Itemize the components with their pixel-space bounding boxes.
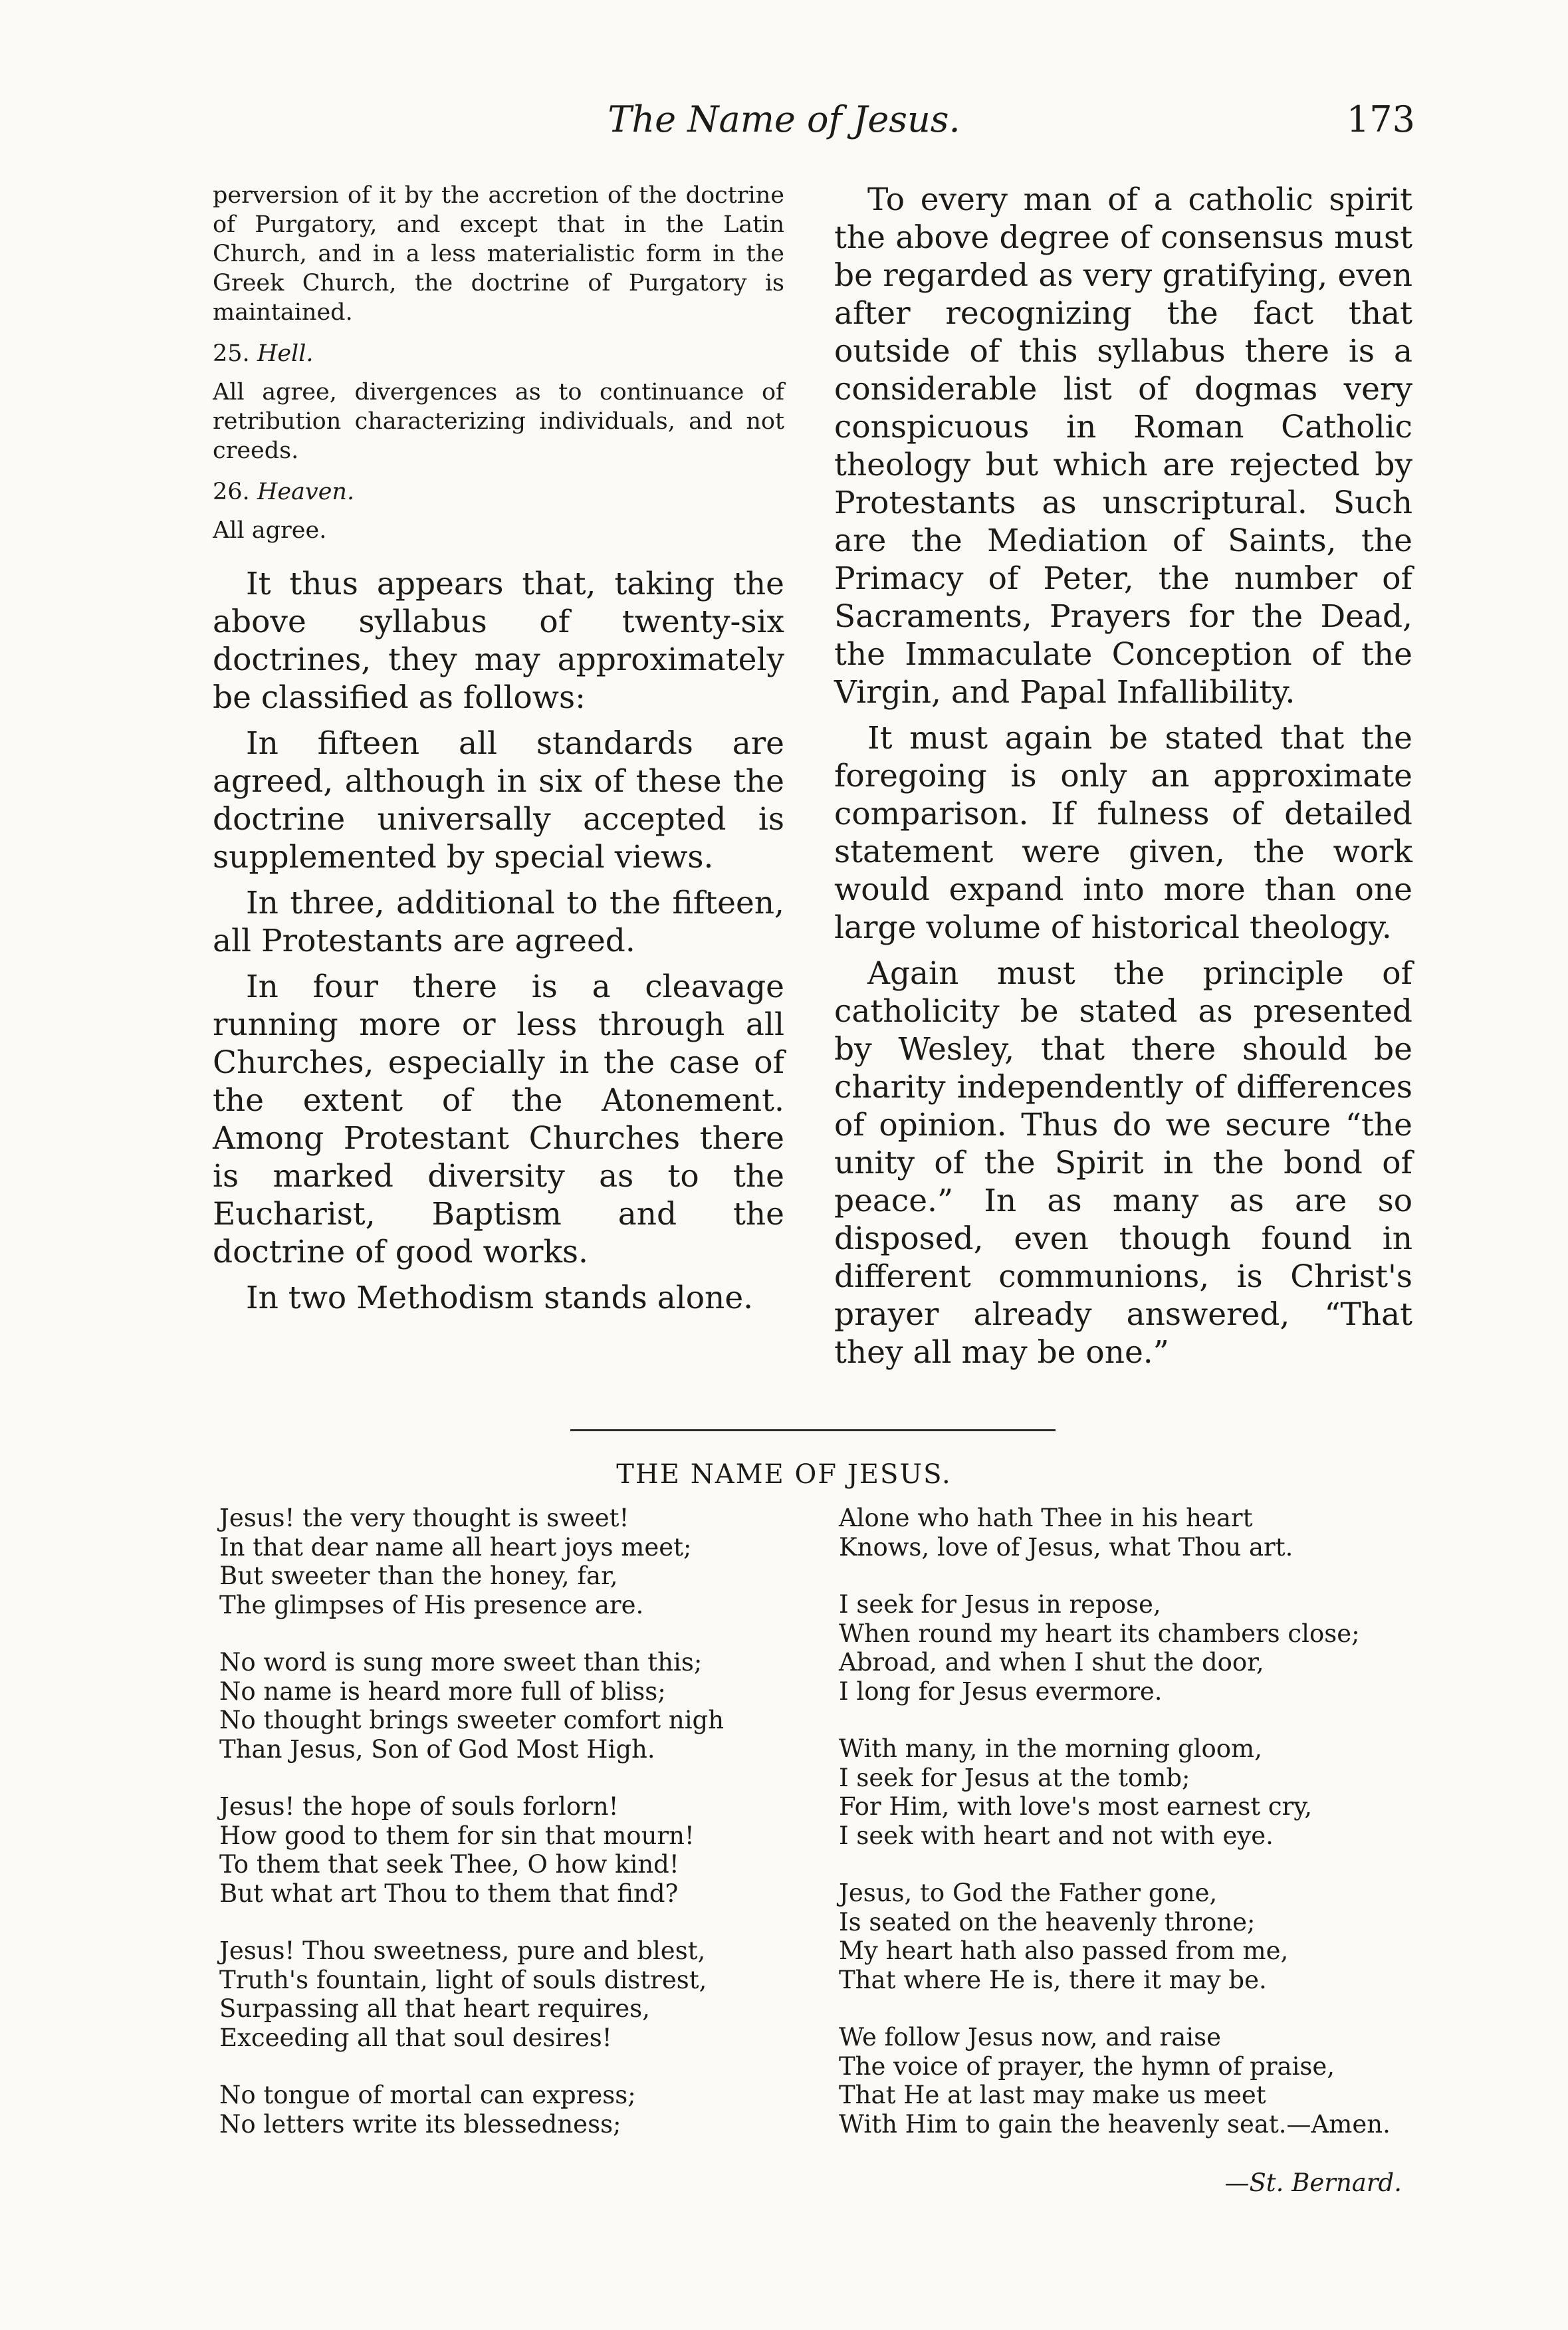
item-26-term: Heaven. bbox=[257, 479, 355, 505]
poem-line: How good to them for sin that mourn! bbox=[219, 1821, 695, 1850]
poem-line: With Him to gain the heavenly seat.—Amen. bbox=[839, 2109, 1391, 2139]
stanza bbox=[839, 2023, 1437, 2139]
poem-line: No thought brings sweeter comfort nigh bbox=[219, 1706, 725, 1734]
stanza bbox=[839, 1879, 1437, 1994]
poem-right-column bbox=[839, 1504, 1437, 2167]
page-number: 173 bbox=[1346, 98, 1415, 140]
item-25-number: 25. bbox=[213, 340, 250, 367]
intro-text: perversion of it by the accretion of the doctrine of Purgatory, and except that in the Latin Church, and in a less materialistic form in the Greek Church, the doctrine of Purgatory is maintained. bbox=[213, 182, 784, 326]
poem-line: I seek for Jesus in repose, bbox=[839, 1590, 1161, 1619]
running-title: The Name of Jesus. bbox=[608, 98, 960, 140]
poem-title: THE NAME OF JESUS. bbox=[616, 1459, 952, 1490]
poem-line: Surpassing all that heart requires, bbox=[219, 1994, 650, 2023]
poem-line: That where He is, there it may be. bbox=[839, 1965, 1267, 1994]
poem-line: To them that seek Thee, O how kind! bbox=[219, 1850, 679, 1879]
stanza bbox=[839, 1590, 1437, 1706]
poem-line: My heart hath also passed from me, bbox=[839, 1936, 1289, 1965]
paragraph: In four there is a cleavage running more or less through all Churches, especially in the case of the extent of the Atonement. Among Protestant Churches there is marked diversity as to the Eucharist, Baptism and the doctrine of good works. bbox=[213, 969, 784, 1270]
paragraph: In two Methodism stands alone. bbox=[246, 1280, 754, 1316]
paragraph: In fifteen all standards are agreed, although in six of these the doctrine universally accepted is supplemented by special views. bbox=[213, 725, 784, 875]
poem-line: No letters write its blessedness; bbox=[219, 2109, 621, 2139]
stanza bbox=[219, 1648, 818, 1764]
poem-line: No tongue of mortal can express; bbox=[219, 2081, 636, 2109]
poem-line: The voice of prayer, the hymn of praise, bbox=[839, 2051, 1335, 2081]
stanza bbox=[219, 1936, 818, 2052]
poem-line: Jesus! the hope of souls forlorn! bbox=[219, 1792, 619, 1821]
item-25-term: Hell. bbox=[257, 340, 314, 367]
poem-attribution: —St. Bernard. bbox=[1224, 2168, 1402, 2197]
stanza bbox=[839, 1734, 1437, 1850]
poem-line: Knows, love of Jesus, what Thou art. bbox=[839, 1532, 1293, 1562]
poem-line: When round my heart its chambers close; bbox=[839, 1619, 1360, 1648]
poem-left-column bbox=[219, 1504, 818, 2167]
poem-line: We follow Jesus now, and raise bbox=[839, 2023, 1222, 2051]
page-header bbox=[0, 98, 1568, 152]
stanza bbox=[219, 2081, 818, 2139]
poem-line: No word is sung more sweet than this; bbox=[219, 1648, 703, 1677]
poem-line: For Him, with love's most earnest cry, bbox=[839, 1792, 1312, 1821]
poem-line: I seek for Jesus at the tomb; bbox=[839, 1763, 1190, 1792]
poem-line: In that dear name all heart joys meet; bbox=[219, 1532, 692, 1562]
item-25-heading bbox=[213, 339, 784, 368]
left-column bbox=[213, 181, 784, 1317]
poem-line: But what art Thou to them that find? bbox=[219, 1879, 679, 1908]
paragraph: To every man of a catholic spirit the above degree of consensus must be regarded as very gratifying, even after recognizing the fact that outside of this syllabus there is a considerable list of dogmas very conspicuous in Roman Catholic theology but which are rejected by Protestants as unscriptural. Such are the Mediation of Saints, the Primacy of Peter, the number of Sacraments, Prayers for the Dead, the Immaculate Conception of the Virgin, and Papal Infallibility. bbox=[834, 181, 1412, 711]
section-divider bbox=[570, 1429, 1056, 1431]
poem-line: That He at last may make us meet bbox=[839, 2081, 1266, 2109]
poem-line: Truth's fountain, light of souls distrest, bbox=[219, 1965, 707, 1994]
poem-line: Exceeding all that soul desires! bbox=[219, 2023, 612, 2052]
stanza bbox=[219, 1792, 818, 1908]
item-26-number: 26. bbox=[213, 479, 250, 505]
poem-line: Jesus! Thou sweetness, pure and blest, bbox=[219, 1936, 706, 1965]
poem-line: Abroad, and when I shut the door, bbox=[839, 1648, 1264, 1677]
paragraph: It must again be stated that the foregoing is only an approximate comparison. If fulness of detailed statement were given, the work would expand into more than one large volume of historical theology. bbox=[834, 720, 1412, 946]
poem-line: But sweeter than the honey, far, bbox=[219, 1562, 618, 1590]
stanza bbox=[839, 1504, 1437, 1562]
item-25-text: All agree, divergences as to continuance of retribution characterizing individuals, and not creeds. bbox=[213, 379, 784, 464]
item-26-heading bbox=[213, 477, 784, 507]
poem-line: Jesus, to God the Father gone, bbox=[839, 1879, 1218, 1907]
poem-line: No name is heard more full of bliss; bbox=[219, 1677, 666, 1706]
poem-line: Than Jesus, Son of God Most High. bbox=[219, 1734, 655, 1764]
paragraph: Again must the principle of catholicity be stated as presented by Wesley, that there should be charity independently of differences of opinion. Thus do we secure “the unity of the Spirit in the bond of peace.” In as many as are so disposed, even though found in different communions, is Christ's prayer already answered, “That they all may be one.” bbox=[834, 955, 1412, 1371]
stanza bbox=[219, 1504, 818, 1619]
poem-line: With many, in the morning gloom, bbox=[839, 1734, 1262, 1763]
right-column bbox=[834, 181, 1412, 1371]
paragraph: It thus appears that, taking the above syllabus of twenty-six doctrines, they may approximately be classified as follows: bbox=[213, 566, 784, 716]
poem-line: Alone who hath Thee in his heart bbox=[839, 1504, 1253, 1532]
poem-line: Is seated on the heavenly throne; bbox=[839, 1907, 1256, 1936]
poem-line: Jesus! the very thought is sweet! bbox=[219, 1504, 629, 1532]
poem-line: I long for Jesus evermore. bbox=[839, 1677, 1163, 1706]
poem-line: I seek with heart and not with eye. bbox=[839, 1821, 1274, 1850]
poem-line: The glimpses of His presence are. bbox=[219, 1590, 644, 1619]
paragraph: In three, additional to the fifteen, all Protestants are agreed. bbox=[213, 885, 784, 959]
item-26-text: All agree. bbox=[213, 517, 327, 544]
